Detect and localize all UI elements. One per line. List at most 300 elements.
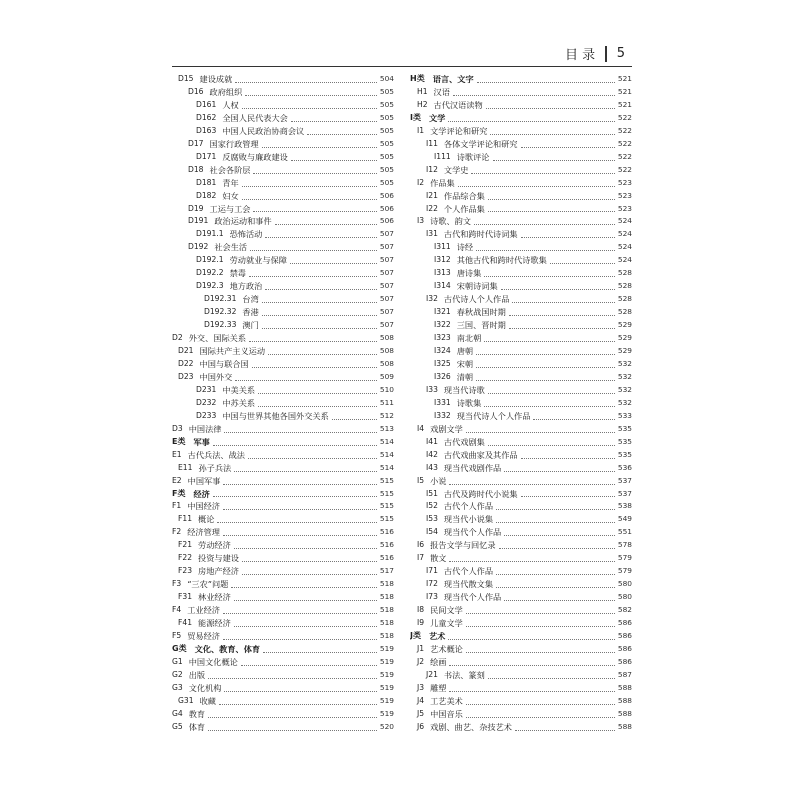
- toc-entry-title: 中美关系: [222, 384, 256, 395]
- toc-entry-page: 586: [617, 643, 632, 653]
- toc-entry-page: 521: [617, 99, 632, 109]
- toc-entry-code: G2: [172, 669, 183, 679]
- toc-entry-title: 中国与世界其他各国外交关系: [222, 410, 329, 421]
- toc-entry-title: 文学评论和研究: [430, 125, 488, 136]
- dot-leader: [521, 237, 615, 238]
- toc-entry: [410, 228, 632, 241]
- dot-leader: [471, 173, 614, 174]
- dot-leader: [484, 406, 615, 407]
- toc-entry: [172, 617, 394, 630]
- toc-entry: [410, 280, 632, 293]
- dot-leader: [466, 626, 615, 627]
- toc-entry: [172, 151, 394, 164]
- dot-leader: [474, 224, 615, 225]
- toc-entry-code: F2: [172, 527, 182, 537]
- toc-entry-title: 现当代小说集: [443, 514, 494, 525]
- toc-entry-page: 524: [617, 255, 632, 265]
- toc-entry-code: I3: [417, 216, 425, 226]
- toc-entry: [410, 436, 632, 449]
- toc-entry-page: 505: [379, 177, 394, 187]
- toc-entry: [172, 384, 394, 397]
- toc-entry-title: 教育: [188, 708, 206, 719]
- toc-entry-page: 535: [617, 449, 632, 459]
- toc-entry-code: D15: [178, 74, 194, 83]
- toc-entry: [410, 99, 632, 112]
- header-rule: [172, 66, 632, 67]
- dot-leader: [550, 263, 615, 264]
- toc-entry-code: F23: [178, 566, 193, 576]
- toc-entry-code: D19: [188, 203, 204, 213]
- dot-leader: [484, 276, 615, 277]
- toc-entry-code: E11: [178, 462, 193, 472]
- toc-entry-code: F11: [178, 514, 193, 524]
- toc-entry-page: 535: [617, 423, 632, 433]
- header-title: 目 录: [564, 48, 596, 63]
- toc-entry-page: 588: [617, 708, 632, 718]
- toc-entry-title: 个人作品集: [443, 203, 485, 214]
- toc-entry: [410, 488, 632, 501]
- toc-entry-code: F22: [178, 553, 193, 563]
- toc-entry-code: I54: [426, 527, 438, 537]
- toc-entry: [172, 500, 394, 513]
- toc-entry-page: 514: [379, 462, 394, 472]
- toc-entry-code: I22: [426, 203, 438, 213]
- toc-entry-page: 522: [617, 164, 632, 174]
- toc-entry-page: 528: [617, 307, 632, 317]
- toc-entry-title: 国际共产主义运动: [199, 346, 266, 357]
- toc-entry-code: D192.1: [196, 255, 224, 265]
- toc-entry-title: 中国人民政治协商会议: [222, 125, 305, 136]
- dot-leader: [501, 289, 615, 290]
- toc-entry: [172, 112, 394, 125]
- dot-leader: [258, 406, 377, 407]
- toc-entry-title: 作品综合集: [443, 190, 485, 201]
- toc-entry-code: D21: [178, 346, 194, 356]
- dot-leader: [512, 302, 614, 303]
- dot-leader: [234, 626, 377, 627]
- toc-entry-code: D192.2: [196, 268, 224, 278]
- toc-entry-page: 519: [379, 656, 394, 666]
- toc-entry: [410, 254, 632, 267]
- dot-leader: [234, 600, 377, 601]
- toc-entry-code: E1: [172, 449, 182, 459]
- page-header: [565, 44, 625, 63]
- toc-entry: [410, 708, 632, 721]
- toc-entry: [410, 332, 632, 345]
- toc-entry-page: 537: [617, 488, 632, 498]
- toc-entry-page: 515: [379, 475, 394, 485]
- toc-category-heading: [410, 112, 632, 125]
- dot-leader: [262, 315, 377, 316]
- toc-entry: [410, 345, 632, 358]
- toc-entry-page: 508: [379, 333, 394, 343]
- toc-entry: [172, 86, 394, 99]
- toc-entry-page: 507: [379, 294, 394, 304]
- dot-leader: [449, 484, 614, 485]
- page-number: 5: [616, 46, 625, 61]
- dot-leader: [208, 730, 377, 731]
- toc-entry-code: F21: [178, 540, 193, 550]
- toc-entry: [172, 410, 394, 423]
- toc-entry-code: D192: [188, 242, 209, 252]
- toc-entry: [410, 319, 632, 332]
- dot-leader: [515, 730, 615, 731]
- toc-entry: [172, 267, 394, 280]
- toc-entry-code: D2: [172, 333, 183, 343]
- dot-leader: [253, 211, 376, 212]
- toc-entry-code: J2: [417, 656, 425, 666]
- toc-entry: [172, 280, 394, 293]
- toc-entry-title: 现当代个人作品: [443, 592, 502, 603]
- toc-entry-code: H类: [410, 74, 425, 83]
- toc-entry: [172, 99, 394, 112]
- toc-entry-title: 出版: [188, 669, 206, 680]
- dot-leader: [496, 509, 615, 510]
- toc-entry: [172, 604, 394, 617]
- toc-entry-code: I9: [417, 618, 425, 628]
- toc-entry-title: 工业经济: [187, 605, 220, 616]
- toc-entry-page: 538: [617, 501, 632, 511]
- toc-entry: [410, 721, 632, 734]
- toc-entry-page: 519: [379, 643, 394, 653]
- toc-entry: [410, 358, 632, 371]
- toc-entry: [172, 228, 394, 241]
- toc-entry: [410, 397, 632, 410]
- toc-entry-code: I72: [426, 579, 438, 589]
- toc-entry: [410, 552, 632, 565]
- toc-entry-code: J5: [417, 708, 425, 718]
- toc-entry: [410, 449, 632, 462]
- toc-entry-code: I31: [426, 229, 438, 239]
- toc-entry: [172, 513, 394, 526]
- toc-entry: [172, 397, 394, 410]
- toc-entry: [410, 423, 632, 436]
- toc-entry-page: 582: [617, 605, 632, 615]
- toc-entry-page: 514: [379, 449, 394, 459]
- toc-entry-code: D192.33: [204, 320, 237, 330]
- toc-entry-title: 语言、文字: [432, 74, 474, 84]
- toc-entry: [410, 565, 632, 578]
- toc-entry: [172, 682, 394, 695]
- toc-entry: [172, 656, 394, 669]
- toc-entry: [410, 177, 632, 190]
- toc-entry-page: 505: [379, 125, 394, 135]
- toc-entry: [172, 539, 394, 552]
- toc-entry-code: I322: [434, 320, 451, 330]
- toc-entry-page: 549: [617, 514, 632, 524]
- toc-entry-page: 520: [379, 721, 394, 731]
- dot-leader: [488, 445, 615, 446]
- dot-leader: [496, 574, 615, 575]
- dot-leader: [486, 108, 615, 109]
- toc-entry-page: 532: [617, 371, 632, 381]
- dot-leader: [234, 548, 377, 549]
- toc-entry: [172, 73, 394, 86]
- dot-leader: [307, 134, 377, 135]
- dot-leader: [488, 678, 615, 679]
- toc-entry-page: 518: [379, 592, 394, 602]
- toc-entry-title: 政府组织: [209, 86, 243, 97]
- toc-entry-code: I52: [426, 501, 438, 511]
- toc-entry-code: J6: [417, 721, 425, 731]
- toc-entry-code: G1: [172, 656, 183, 666]
- toc-entry-title: 现当代散文集: [443, 579, 494, 590]
- toc-entry-code: F41: [178, 618, 193, 628]
- toc-entry: [410, 669, 632, 682]
- dot-leader: [488, 211, 615, 212]
- toc-entry-page: 532: [617, 384, 632, 394]
- toc-entry-code: F3: [172, 579, 182, 589]
- dot-leader: [213, 445, 377, 446]
- toc-entry-code: D191: [188, 216, 209, 226]
- toc-entry-page: 519: [379, 708, 394, 718]
- toc-entry-title: 国家行政管理: [209, 138, 259, 149]
- toc-entry-page: 516: [379, 540, 394, 550]
- toc-entry-title: 社会生活: [214, 242, 248, 253]
- toc-entry-page: 519: [379, 682, 394, 692]
- toc-entry: [172, 138, 394, 151]
- dot-leader: [235, 380, 377, 381]
- dot-leader: [208, 717, 377, 718]
- toc-entry: [172, 306, 394, 319]
- toc-entry-code: I111: [434, 151, 451, 161]
- dot-leader: [458, 186, 615, 187]
- toc-entry: [172, 449, 394, 462]
- dot-leader: [476, 367, 615, 368]
- toc-entry: [410, 500, 632, 513]
- toc-entry-title: 唐诗集: [456, 268, 482, 279]
- dot-leader: [242, 108, 377, 109]
- toc-category-heading: [410, 630, 632, 643]
- toc-entry-code: D17: [188, 138, 204, 148]
- dot-leader: [466, 432, 615, 433]
- toc-entry-page: 586: [617, 656, 632, 666]
- toc-entry: [172, 526, 394, 539]
- toc-entry-title: 民间文学: [430, 605, 463, 616]
- toc-entry-code: I312: [434, 255, 451, 265]
- toc-entry-code: I51: [426, 488, 438, 498]
- toc-entry-page: 551: [617, 527, 632, 537]
- toc-entry-page: 580: [617, 592, 632, 602]
- toc-entry-page: 507: [379, 229, 394, 239]
- toc-entry-page: 506: [379, 190, 394, 200]
- toc-entry: [410, 604, 632, 617]
- dot-leader: [466, 717, 615, 718]
- toc-entry-page: 514: [379, 436, 394, 446]
- dot-leader: [213, 496, 377, 497]
- dot-leader: [490, 134, 614, 135]
- toc-entry: [172, 293, 394, 306]
- toc-entry-title: 古代戏曲家及其作品: [443, 449, 518, 460]
- toc-entry-code: G3: [172, 682, 183, 692]
- dot-leader: [265, 289, 377, 290]
- toc-entry-code: I33: [426, 384, 438, 394]
- toc-entry-title: 唐朝: [456, 346, 474, 357]
- dot-leader: [504, 600, 615, 601]
- toc-entry-title: 古代汉语读物: [433, 99, 483, 110]
- dot-leader: [477, 82, 615, 83]
- toc-entry-title: 工艺美术: [430, 695, 463, 706]
- dot-leader: [249, 341, 377, 342]
- toc-entry-title: 古代和跨时代诗词集: [443, 229, 518, 240]
- toc-entry-code: F31: [178, 592, 193, 602]
- toc-entry-code: F1: [172, 501, 182, 511]
- dot-leader: [263, 652, 377, 653]
- toc-entry-title: 投资与建设: [198, 553, 239, 564]
- toc-entry-code: I11: [426, 138, 438, 148]
- dot-leader: [476, 380, 615, 381]
- toc-entry: [410, 125, 632, 138]
- dot-leader: [208, 678, 377, 679]
- toc-entry-code: G类: [172, 643, 187, 653]
- toc-entry-code: J1: [417, 643, 425, 653]
- toc-entry: [410, 138, 632, 151]
- toc-entry-title: 能源经济: [198, 618, 231, 629]
- toc-entry-code: I32: [426, 294, 438, 304]
- toc-entry-page: 513: [379, 423, 394, 433]
- toc-entry-code: I5: [417, 475, 425, 485]
- toc-entry-code: I321: [434, 307, 451, 317]
- toc-entry-page: 516: [379, 553, 394, 563]
- toc-entry-code: D231: [196, 384, 217, 394]
- dot-leader: [533, 419, 614, 420]
- dot-leader: [265, 237, 377, 238]
- dot-leader: [242, 199, 377, 200]
- toc-entry-title: 中国经济: [187, 501, 220, 512]
- toc-entry-code: D163: [196, 125, 217, 135]
- dot-leader: [242, 561, 377, 562]
- toc-entry-title: 概论: [198, 514, 215, 525]
- toc-entry-page: 536: [617, 462, 632, 472]
- toc-entry-title: 外交、国际关系: [188, 333, 247, 344]
- toc-entry: [410, 526, 632, 539]
- toc-entry: [172, 552, 394, 565]
- toc-entry-code: F5: [172, 630, 182, 640]
- dot-leader: [275, 224, 377, 225]
- toc-entry: [410, 215, 632, 228]
- toc-entry-code: G31: [178, 695, 194, 705]
- dot-leader: [332, 419, 377, 420]
- toc-entry-page: 509: [379, 371, 394, 381]
- toc-entry-title: 散文: [430, 553, 447, 564]
- toc-entry-page: 519: [379, 695, 394, 705]
- toc-entry-title: 澳门: [242, 320, 259, 331]
- toc-entry-title: 诗经: [456, 242, 474, 253]
- toc-entry-title: 恐怖活动: [229, 229, 263, 240]
- toc-entry-title: 全国人民代表大会: [222, 112, 288, 123]
- toc-entry-title: 春秋战国时期: [456, 307, 506, 318]
- toc-entry-page: 522: [617, 112, 632, 122]
- toc-entry-title: 小说: [430, 475, 447, 486]
- toc-entry-page: 529: [617, 320, 632, 330]
- toc-entry-page: 528: [617, 281, 632, 291]
- toc-entry-page: 523: [617, 190, 632, 200]
- toc-entry-code: I325: [434, 358, 451, 368]
- toc-entry-page: 524: [617, 229, 632, 239]
- toc-entry-title: 台湾: [242, 294, 259, 305]
- toc-entry: [172, 708, 394, 721]
- toc-entry-page: 586: [617, 630, 632, 640]
- toc-entry-page: 537: [617, 475, 632, 485]
- toc-entry-title: 中国音乐: [430, 708, 463, 719]
- toc-entry-title: 文学史: [443, 164, 469, 175]
- toc-entry-page: 535: [617, 436, 632, 446]
- toc-entry: [410, 371, 632, 384]
- toc-entry-page: 588: [617, 721, 632, 731]
- toc-entry-code: D232: [196, 397, 217, 407]
- toc-entry-page: 505: [379, 151, 394, 161]
- dot-leader: [234, 471, 377, 472]
- toc-entry-code: J21: [426, 669, 438, 679]
- dot-leader: [448, 121, 615, 122]
- toc-entry: [172, 164, 394, 177]
- dot-leader: [466, 613, 615, 614]
- toc-entry: [410, 241, 632, 254]
- toc-entry-title: 诗歌集: [456, 397, 482, 408]
- dot-leader: [449, 691, 614, 692]
- toc-entry-title: 人权: [222, 99, 239, 110]
- toc-entry-title: 汉语: [433, 86, 450, 97]
- toc-entry-title: 青年: [222, 177, 239, 188]
- dot-leader: [484, 341, 615, 342]
- dot-leader: [245, 95, 377, 96]
- toc-entry-code: I53: [426, 514, 438, 524]
- toc-entry-code: I42: [426, 449, 438, 459]
- toc-entry-title: 中苏关系: [222, 397, 256, 408]
- toc-entry: [410, 578, 632, 591]
- toc-entry: [172, 462, 394, 475]
- toc-entry-page: 518: [379, 605, 394, 615]
- toc-entry-code: J4: [417, 695, 425, 705]
- toc-entry: [172, 721, 394, 734]
- toc-entry-code: I331: [434, 397, 451, 407]
- toc-entry-title: 妇女: [222, 190, 239, 201]
- toc-entry: [172, 345, 394, 358]
- toc-entry: [172, 371, 394, 384]
- toc-entry-page: 505: [379, 99, 394, 109]
- toc-entry-title: 中国法律: [188, 423, 222, 434]
- toc-entry: [410, 86, 632, 99]
- toc-entry-page: 507: [379, 320, 394, 330]
- dot-leader: [496, 587, 615, 588]
- toc-entry-page: 508: [379, 346, 394, 356]
- toc-entry-title: 文学: [428, 112, 446, 123]
- toc-entry-code: I41: [426, 436, 438, 446]
- toc-right-column: [410, 73, 632, 734]
- dot-leader: [291, 160, 377, 161]
- toc-entry-code: I21: [426, 190, 438, 200]
- dot-leader: [235, 82, 377, 83]
- toc-entry: [172, 358, 394, 371]
- toc-entry-title: 古代个人作品: [443, 501, 494, 512]
- toc-entry: [172, 215, 394, 228]
- toc-entry-page: 521: [617, 74, 632, 83]
- toc-entry: [172, 591, 394, 604]
- toc-entry-code: F类: [172, 488, 186, 498]
- toc-entry-code: D233: [196, 410, 217, 420]
- toc-entry-page: 518: [379, 630, 394, 640]
- toc-entry-code: G4: [172, 708, 183, 718]
- toc-entry-page: 588: [617, 682, 632, 692]
- toc-entry-page: 507: [379, 255, 394, 265]
- toc-entry-code: D161: [196, 99, 217, 109]
- toc-entry: [410, 293, 632, 306]
- toc-entry-title: 收藏: [199, 695, 216, 706]
- toc-entry-page: 523: [617, 203, 632, 213]
- toc-entry-title: 政治运动和事件: [214, 216, 272, 227]
- toc-entry-title: 孙子兵法: [198, 462, 232, 473]
- toc-entry: [410, 190, 632, 203]
